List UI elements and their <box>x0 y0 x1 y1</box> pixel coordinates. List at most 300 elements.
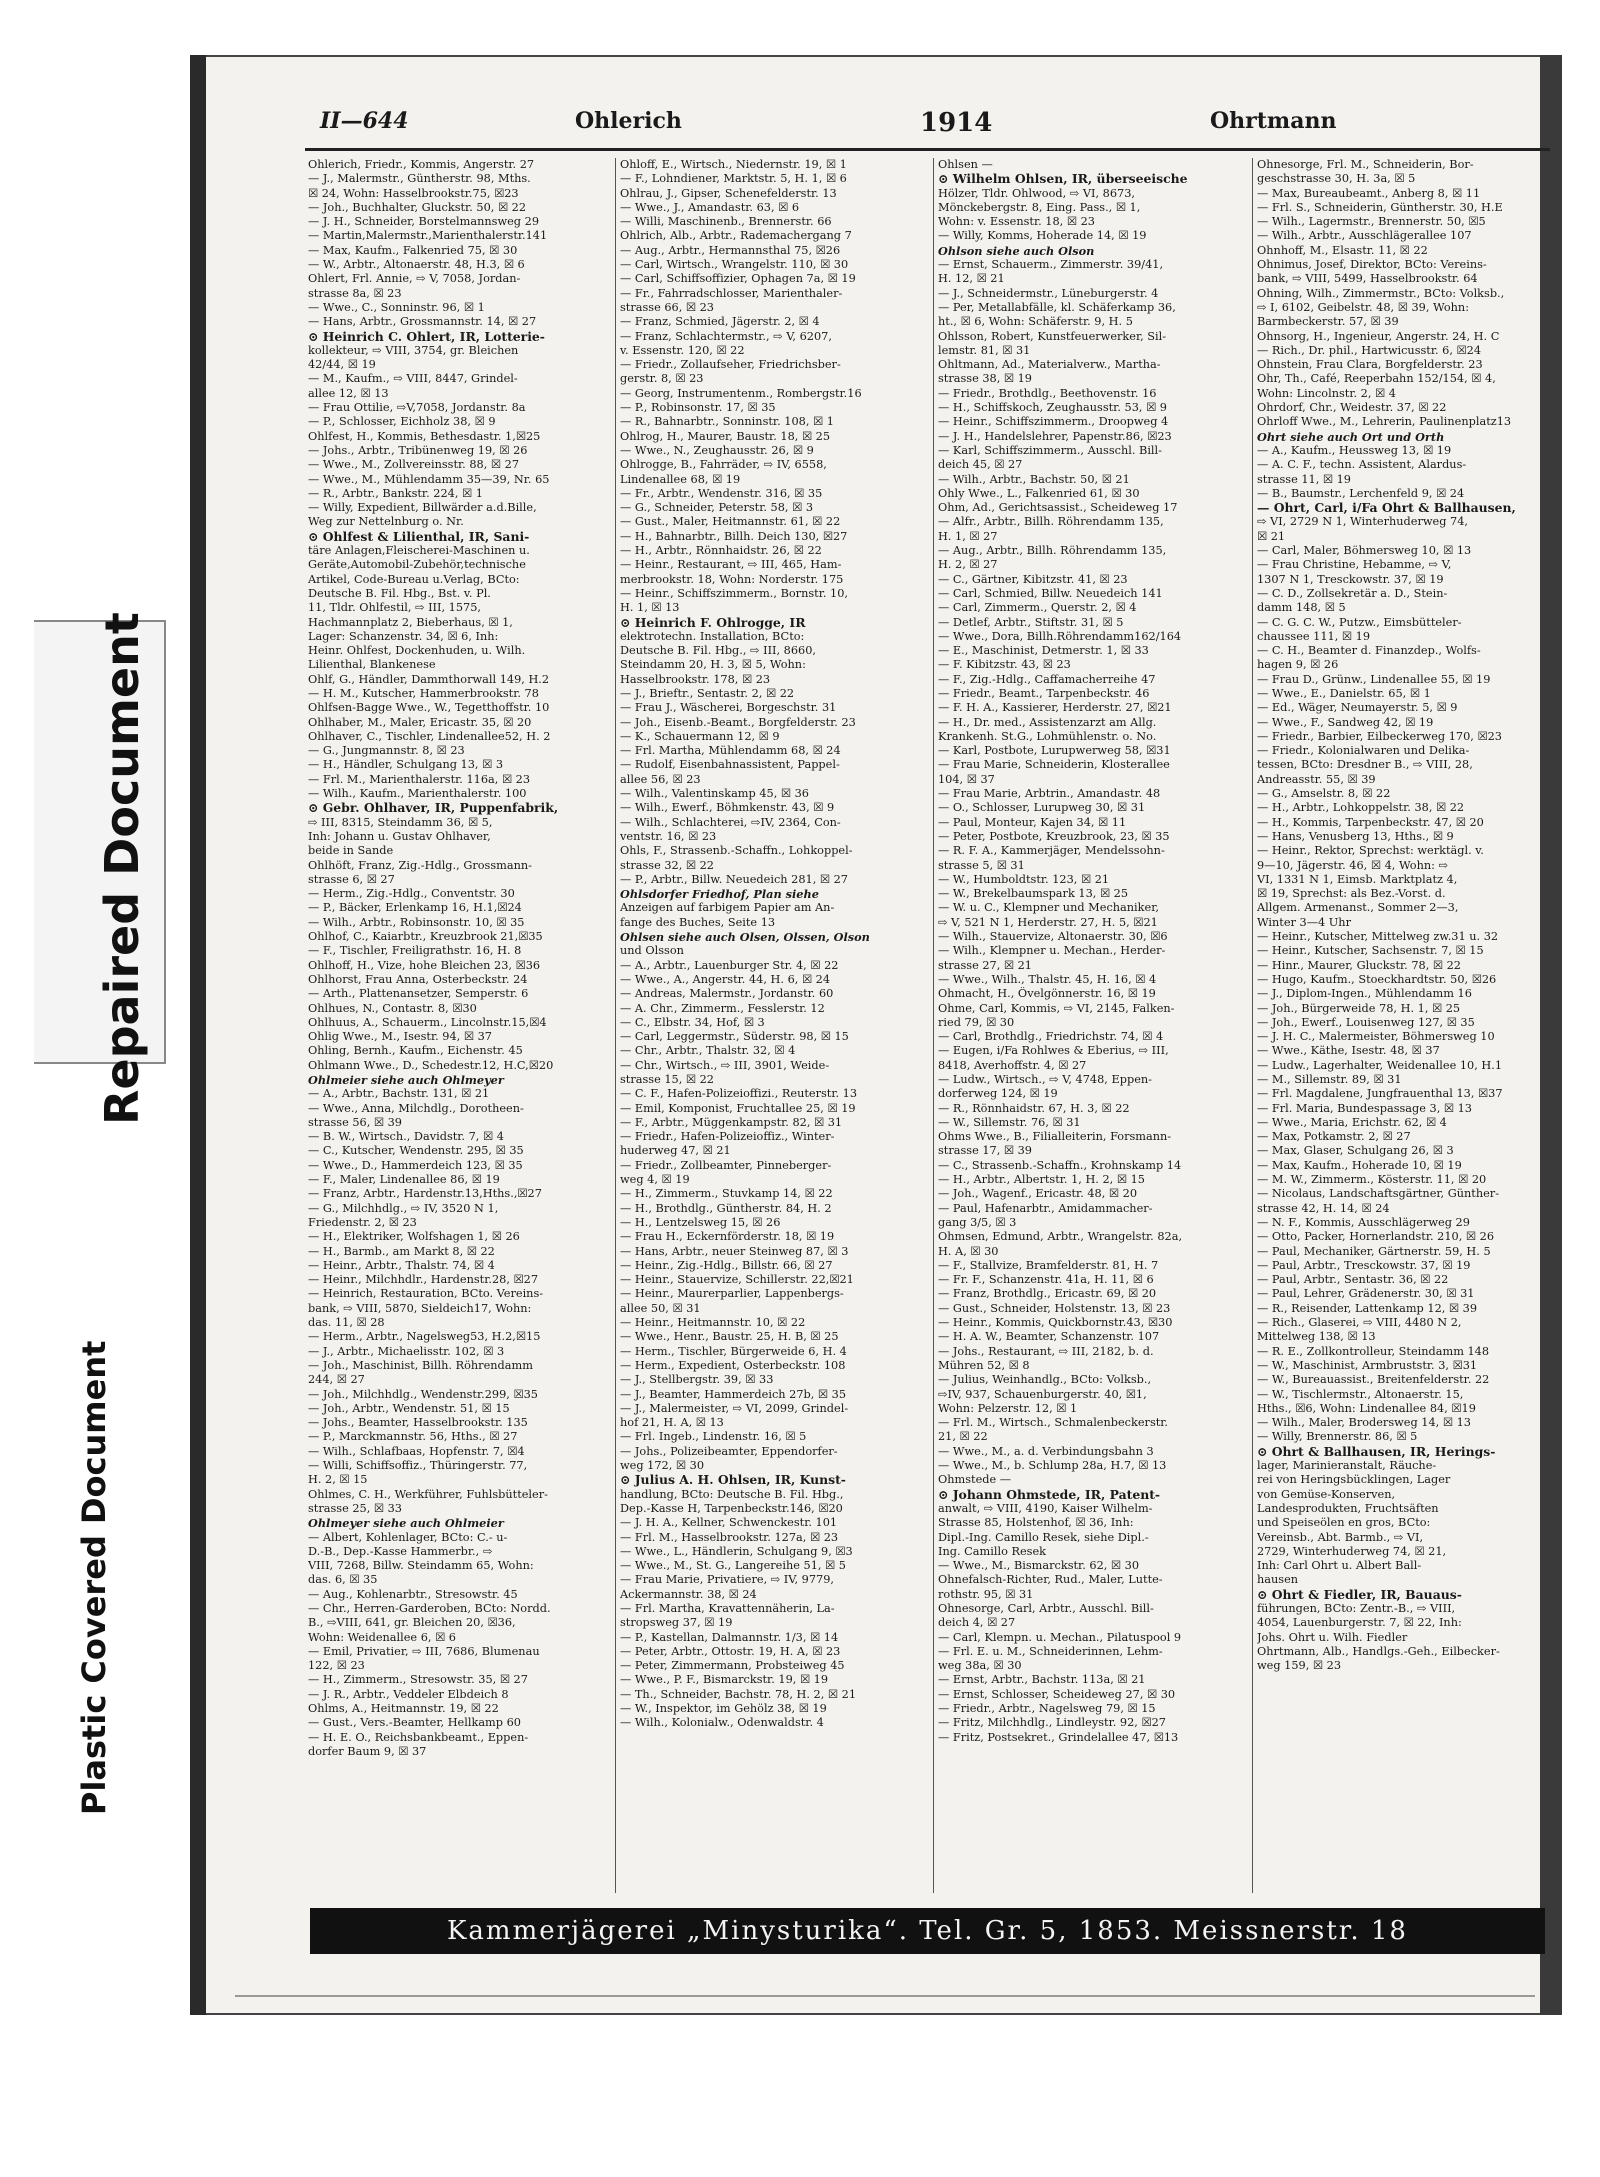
directory-entry: — C. D., Zollsekretär a. D., Stein- <box>1257 586 1448 600</box>
directory-entry: — Friedr., Hafen-Polizeioffiz., Winter- <box>620 1130 835 1144</box>
directory-entry: — Ludw., Wirtsch., ⇨ V, 4748, Eppen- <box>938 1073 1152 1086</box>
directory-entry: — Ohrt, Carl, i/Fa Ohrt & Ballhausen, <box>1257 501 1516 516</box>
directory-entry: ⊙ Ohrt & Fiedler, IR, Bauaus- <box>1257 1587 1462 1602</box>
directory-entry: — Wilh., Kolonialw., Odenwaldstr. 4 <box>620 1716 824 1730</box>
directory-entry: — H., Arbtr., Rönnhaidstr. 26, ☒ 22 <box>620 544 822 558</box>
directory-entry: — Franz, Arbtr., Hardenstr.13,Hths.,☒27 <box>308 1187 542 1201</box>
directory-entry: — Herm., Expedient, Osterbeckstr. 108 <box>620 1358 846 1372</box>
directory-entry: — P., Marckmannstr. 56, Hths., ☒ 27 <box>308 1430 518 1444</box>
directory-entry: — Frau Marie, Privatiere, ⇨ IV, 9779, <box>620 1573 834 1587</box>
directory-entry: H. 1, ☒ 27 <box>938 529 998 543</box>
directory-entry: — Heinr., Milchhdlr., Hardenstr.28, ☒27 <box>308 1273 539 1287</box>
directory-entry: — Wwe., Anna, Milchdlg., Dorotheen- <box>308 1101 524 1115</box>
directory-entry: — Chr., Arbtr., Thalstr. 32, ☒ 4 <box>620 1044 796 1058</box>
directory-entry: Ohls, F., Strassenb.-Schaffn., Lohkoppel- <box>620 844 853 858</box>
directory-entry: Deutsche B. Fil. Hbg., Bst. v. Pl. <box>308 586 491 600</box>
directory-entry: — Friedr., Barbier, Eilbeckerweg 170, ☒23 <box>1257 729 1502 743</box>
directory-entry: Ohlsson, Robert, Kunstfeuerwerker, Sil- <box>938 329 1167 343</box>
directory-entry: Ohmacht, H., Övelgönnerstr. 16, ☒ 19 <box>938 987 1156 1001</box>
directory-entry: — Wilh., Klempner u. Mechan., Herder- <box>938 944 1166 958</box>
directory-entry: — J., Brieftr., Sentastr. 2, ☒ 22 <box>620 686 795 700</box>
directory-entry: — Friedr., Brothdlg., Beethovenstr. 16 <box>938 386 1157 400</box>
directory-entry: — Nicolaus, Landschaftsgärtner, Günther- <box>1257 1187 1500 1201</box>
directory-entry: strasse 11, ☒ 19 <box>1257 472 1351 486</box>
directory-entry: — Wwe., Henr., Baustr. 25, H. B, ☒ 25 <box>620 1330 839 1344</box>
directory-entry: — Carl, Klempn. u. Mechan., Pilatuspool 9 <box>938 1630 1182 1644</box>
directory-entry: strasse 6, ☒ 27 <box>308 872 395 886</box>
directory-entry: ⊙ Heinrich F. Ohlrogge, IR <box>620 615 806 630</box>
directory-entry: — G., Schneider, Peterstr. 58, ☒ 3 <box>620 501 814 515</box>
directory-entry: — W., Humboldtstr. 123, ☒ 21 <box>938 872 1110 886</box>
directory-entry: — Carl, Zimmerm., Querstr. 2, ☒ 4 <box>938 601 1137 615</box>
directory-entry: Ohlms, A., Heitmannstr. 19, ☒ 22 <box>308 1702 499 1716</box>
column-divider <box>1252 158 1253 1893</box>
directory-entry: strasse 27, ☒ 21 <box>938 958 1032 972</box>
directory-entry: — F., Stallvize, Bramfelderstr. 81, H. 7 <box>938 1258 1159 1272</box>
directory-entry: — Max, Kaufm., Falkenried 75, ☒ 30 <box>308 243 518 257</box>
directory-entry: — W., Bureauassist., Breitenfelderstr. 22 <box>1257 1373 1490 1387</box>
directory-entry: — Paul, Mechaniker, Gärtnerstr. 59, H. 5 <box>1257 1244 1491 1258</box>
directory-entry: — Wilh., Schlachterei, ⇨IV, 2364, Con- <box>620 815 841 829</box>
directory-entry: — Karl, Schiffszimmerm., Ausschl. Bill- <box>938 443 1162 457</box>
directory-entry: Inh: Carl Ohrt u. Albert Ball- <box>1257 1559 1422 1573</box>
directory-entry: v. Essenstr. 120, ☒ 22 <box>620 343 745 357</box>
directory-entry: — J. R., Arbtr., Veddeler Elbdeich 8 <box>308 1687 509 1701</box>
directory-entry: — Franz, Brothdlg., Ericastr. 69, ☒ 20 <box>938 1287 1157 1301</box>
directory-entry: Ohlmeyer siehe auch Ohlmeier <box>308 1516 504 1531</box>
directory-entry: Ohlrich, Alb., Arbtr., Rademachergang 7 <box>620 229 852 243</box>
directory-entry: strasse 66, ☒ 23 <box>620 300 714 314</box>
directory-entry: — Max, Kaufm., Hoherade 10, ☒ 19 <box>1257 1158 1462 1172</box>
directory-entry: deich 45, ☒ 27 <box>938 458 1023 472</box>
directory-entry: — Frl. M., Hasselbrookstr. 127a, ☒ 23 <box>620 1530 839 1544</box>
directory-entry: — J. H., Handelslehrer, Papenstr.86, ☒23 <box>938 429 1172 443</box>
directory-entry: — Carl, Leggermstr., Süderstr. 98, ☒ 15 <box>620 1030 849 1044</box>
directory-entry: — Aug., Arbtr., Billh. Röhrendamm 135, <box>938 544 1167 558</box>
directory-entry: — J., Diplom-Ingen., Mühlendamm 16 <box>1257 987 1472 1001</box>
directory-entry: elektrotechn. Installation, BCto: <box>620 629 805 643</box>
directory-entry: strasse 17, ☒ 39 <box>938 1144 1032 1158</box>
directory-entry: Artikel, Code-Bureau u.Verlag, BCto: <box>308 572 520 586</box>
directory-entry: ht., ☒ 6, Wohn: Schäferstr. 9, H. 5 <box>938 315 1133 329</box>
directory-entry: H. 1, ☒ 13 <box>620 601 680 615</box>
directory-entry: — Friedr., Beamt., Tarpenbeckstr. 46 <box>938 686 1150 700</box>
directory-entry: ⇨ V, 521 N 1, Herderstr. 27, H. 5, ☒21 <box>938 915 1158 929</box>
directory-entry: — Willi, Schiffsoffiz., Thüringerstr. 77, <box>308 1459 528 1473</box>
directory-entry: — R., Reisender, Lattenkamp 12, ☒ 39 <box>1257 1301 1478 1315</box>
directory-entry: — Johs., Polizeibeamter, Eppendorfer- <box>620 1444 838 1458</box>
directory-entry: 122, ☒ 23 <box>308 1659 365 1673</box>
directory-entry: — G., Amselstr. 8, ☒ 22 <box>1257 787 1391 801</box>
directory-entry: Ohloff, E., Wirtsch., Niedernstr. 19, ☒ 1 <box>620 158 847 171</box>
directory-entry: — J., Arbtr., Michaelisstr. 102, ☒ 3 <box>308 1344 505 1358</box>
directory-entry: Ohlmeier siehe auch Ohlmeyer <box>308 1073 504 1087</box>
directory-entry: Ohltmann, Ad., Materialverw., Martha- <box>938 358 1161 372</box>
directory-entry: Ohlerich, Friedr., Kommis, Angerstr. 27 <box>308 158 535 171</box>
directory-entry: — Joh., Milchhdlg., Wendenstr.299, ☒35 <box>308 1387 538 1401</box>
directory-entry: — Willi, Maschinenb., Brennerstr. 66 <box>620 215 832 229</box>
directory-entry: — Paul, Arbtr., Tresckowstr. 37, ☒ 19 <box>1257 1258 1471 1272</box>
directory-entry: — C. F., Hafen-Polizeioffizi., Reuterstr. 13 <box>620 1087 858 1101</box>
directory-entry: — J., Stellbergstr. 39, ☒ 33 <box>620 1373 774 1387</box>
directory-entry: — Chr., Wirtsch., ⇨ III, 3901, Weide- <box>620 1058 830 1072</box>
directory-entry: das. 6, ☒ 35 <box>308 1573 378 1587</box>
directory-entry: — Hinr., Maurer, Gluckstr. 78, ☒ 22 <box>1257 958 1461 972</box>
directory-entry: — Fr., Fahrradschlosser, Marienthaler- <box>620 286 843 300</box>
directory-entry: — Rudolf, Eisenbahnassistent, Pappel- <box>620 758 840 772</box>
directory-entry: Ohrloff Wwe., M., Lehrerin, Paulinenplatz13 <box>1257 415 1512 429</box>
directory-entry: 42/44, ☒ 19 <box>308 358 376 372</box>
directory-entry: — F. H. A., Kassierer, Herderstr. 27, ☒21 <box>938 701 1172 715</box>
directory-entry: das. 11, ☒ 28 <box>308 1316 385 1330</box>
directory-entry: Ohlhuus, A., Schauerm., Lincolnstr.15,☒4 <box>308 1015 547 1029</box>
directory-entry: — H., Zimmerm., Stuvkamp 14, ☒ 22 <box>620 1187 833 1201</box>
directory-entry: — A., Arbtr., Bachstr. 131, ☒ 21 <box>308 1087 490 1101</box>
directory-entry: merbrookstr. 18, Wohn: Norderstr. 175 <box>620 572 844 586</box>
directory-entry: — J. H., Schneider, Borstelmannsweg 29 <box>308 215 540 229</box>
directory-entry: — Franz, Schlachtermstr., ⇨ V, 6207, <box>620 329 832 343</box>
directory-entry: — A., Kaufm., Heussweg 13, ☒ 19 <box>1257 443 1452 457</box>
directory-entry: Mittelweg 138, ☒ 13 <box>1257 1330 1376 1344</box>
directory-entry: — Gust., Maler, Heitmannstr. 61, ☒ 22 <box>620 515 841 529</box>
directory-entry: — J. H. C., Malermeister, Böhmersweg 10 <box>1257 1030 1495 1044</box>
directory-entry: ⊙ Heinrich C. Ohlert, IR, Lotterie- <box>308 329 545 344</box>
directory-entry: — H., Lentzelsweg 15, ☒ 26 <box>620 1215 781 1229</box>
directory-entry: — Rich., Dr. phil., Hartwicusstr. 6, ☒24 <box>1257 343 1482 357</box>
directory-entry: — Ernst, Schlosser, Scheideweg 27, ☒ 30 <box>938 1687 1176 1701</box>
directory-entry: — H., Schiffskoch, Zeughausstr. 53, ☒ 9 <box>938 401 1167 415</box>
directory-entry: — H., Dr. med., Assistenzarzt am Allg. <box>938 715 1157 729</box>
directory-entry: Ohlf, G., Händler, Dammthorwall 149, H.2 <box>308 672 550 686</box>
directory-entry: Dep.-Kasse H, Tarpenbeckstr.146, ☒20 <box>620 1501 843 1515</box>
directory-entry: ☒ 21 <box>1257 529 1286 543</box>
directory-entry: strasse 15, ☒ 22 <box>620 1073 714 1086</box>
directory-entry: Ohrtmann, Alb., Handlgs.-Geh., Eilbecker- <box>1257 1644 1500 1658</box>
directory-entry: Weg zur Nettelnburg o. Nr. <box>308 515 464 529</box>
directory-entry: Ohlfsen-Bagge Wwe., W., Tegetthoffstr. 10 <box>308 701 550 715</box>
directory-entry: — H., Barmb., am Markt 8, ☒ 22 <box>308 1244 495 1258</box>
directory-entry: — Heinr., Kutscher, Mittelweg zw.31 u. 32 <box>1257 930 1499 944</box>
directory-entry: Ohlson siehe auch Olson <box>938 243 1095 258</box>
directory-entry: — Frl. E. u. M., Schneiderinnen, Lehm- <box>938 1644 1163 1658</box>
directory-entry: 9—10, Jägerstr. 46, ☒ 4, Wohn: ⇨ <box>1257 858 1449 872</box>
directory-entry: — Wwe., M., Zollvereinsstr. 88, ☒ 27 <box>308 458 520 472</box>
directory-entry: Ing. Camillo Resek <box>938 1544 1046 1558</box>
directory-entry: — Frau J., Wäscherei, Borgeschstr. 31 <box>620 701 837 715</box>
directory-entry: Ohlhaber, M., Maler, Ericastr. 35, ☒ 20 <box>308 715 532 729</box>
directory-entry: — W., Arbtr., Altonaerstr. 48, H.3, ☒ 6 <box>308 258 525 272</box>
directory-entry: weg 38a, ☒ 30 <box>938 1659 1022 1673</box>
directory-entry: — Gust., Schneider, Holstenstr. 13, ☒ 23 <box>938 1301 1171 1315</box>
directory-entry: VI, 1331 N 1, Eimsb. Marktplatz 4, <box>1257 872 1458 886</box>
directory-entry: — G., Jungmannstr. 8, ☒ 23 <box>308 744 465 758</box>
directory-entry: — Paul, Lehrer, Grädenerstr. 30, ☒ 31 <box>1257 1287 1475 1301</box>
directory-entry: — Joh., Eisenb.-Beamt., Borgfelderstr. 23 <box>620 715 856 729</box>
directory-entry: — Wwe., J., Amandastr. 63, ☒ 6 <box>620 200 800 214</box>
directory-entry: — P., Arbtr., Billw. Neuedeich 281, ☒ 27 <box>620 872 848 886</box>
directory-entry: strasse 32, ☒ 22 <box>620 858 714 872</box>
directory-entry: — R., Bahnarbtr., Sonninstr. 108, ☒ 1 <box>620 415 834 429</box>
directory-entry: 11, Tldr. Ohlfestil, ⇨ III, 1575, <box>308 601 482 615</box>
directory-entry: — Carl, Maler, Böhmersweg 10, ☒ 13 <box>1257 544 1472 558</box>
directory-entry: — Joh., Ewerf., Louisenweg 127, ☒ 35 <box>1257 1015 1475 1029</box>
directory-entry: — Ernst, Schauerm., Zimmerstr. 39/41, <box>938 258 1164 272</box>
directory-entry: — Hans, Arbtr., neuer Steinweg 87, ☒ 3 <box>620 1244 849 1258</box>
directory-entry: Ohme, Carl, Kommis, ⇨ VI, 2145, Falken- <box>938 1001 1175 1015</box>
directory-entry: Ohnsorg, H., Ingenieur, Angerstr. 24, H. C <box>1257 329 1500 343</box>
directory-entry: — F. Kibitzstr. 43, ☒ 23 <box>938 658 1071 672</box>
directory-entry: ventstr. 16, ☒ 23 <box>620 829 717 843</box>
directory-entry: — Franz, Schmied, Jägerstr. 2, ☒ 4 <box>620 315 820 329</box>
directory-entry: — Wwe., M., b. Schlump 28a, H.7, ☒ 13 <box>938 1459 1167 1473</box>
directory-entry: ⊙ Johann Ohmstede, IR, Patent- <box>938 1487 1161 1502</box>
directory-entry: Ohmsen, Edmund, Arbtr., Wrangelstr. 82a, <box>938 1230 1183 1244</box>
header-last-entry: Ohrtmann <box>1210 108 1337 134</box>
directory-entry: — F., Maler, Lindenallee 86, ☒ 19 <box>308 1173 500 1187</box>
plastic-covered-label: Plastic Covered Document <box>75 1340 113 1815</box>
directory-entry: — Willy, Komms, Hoherade 14, ☒ 19 <box>938 229 1147 243</box>
directory-entry: hausen <box>1257 1573 1299 1587</box>
directory-entry: — Max, Glaser, Schulgang 26, ☒ 3 <box>1257 1144 1454 1158</box>
directory-entry: Hasselbrookstr. 178, ☒ 23 <box>620 672 771 686</box>
directory-entry: Ohlrogge, B., Fahrräder, ⇨ IV, 6558, <box>620 458 827 472</box>
directory-entry: — Frau Marie, Arbtrin., Amandastr. 48 <box>938 787 1161 801</box>
directory-entry: — Johs., Beamter, Hasselbrookstr. 135 <box>308 1416 528 1430</box>
directory-entry: — F., Zig.-Hdlg., Caffamacherreihe 47 <box>938 672 1156 686</box>
directory-entry: Wohn: Lincolnstr. 2, ☒ 4 <box>1257 386 1396 400</box>
directory-entry: — Herm., Arbtr., Nagelsweg53, H.2,☒15 <box>308 1330 541 1344</box>
directory-entry: — R., Arbtr., Bankstr. 224, ☒ 1 <box>308 486 483 500</box>
directory-entry: — Peter, Postbote, Kreuzbrook, 23, ☒ 35 <box>938 829 1170 843</box>
directory-entry: — Arth., Plattenansetzer, Semperstr. 6 <box>308 987 529 1001</box>
directory-entry: dorfer Baum 9, ☒ 37 <box>308 1744 427 1758</box>
directory-entry: allee 50, ☒ 31 <box>620 1301 701 1315</box>
directory-entry: — Wilh., Lagermstr., Brennerstr. 50, ☒5 <box>1257 215 1486 229</box>
directory-entry: — H. M., Kutscher, Hammerbrookstr. 78 <box>308 686 539 700</box>
directory-entry: Ohly Wwe., L., Falkenried 61, ☒ 30 <box>938 486 1140 500</box>
directory-entry: ⊙ Wilhelm Ohlsen, IR, überseeische <box>938 172 1188 187</box>
directory-entry: kollekteur, ⇨ VIII, 3754, gr. Bleichen <box>308 343 519 357</box>
directory-entry: — Joh., Buchhalter, Gluckstr. 50, ☒ 22 <box>308 200 527 214</box>
directory-entry: — G., Milchhdlg., ⇨ IV, 3520 N 1, <box>308 1201 499 1215</box>
directory-entry: Friedenstr. 2, ☒ 23 <box>308 1215 417 1229</box>
directory-entry: führungen, BCto: Zentr.-B., ⇨ VIII, <box>1257 1601 1456 1615</box>
directory-entry: Mönckebergstr. 8, Eing. Pass., ☒ 1, <box>938 200 1141 214</box>
directory-entry: — P., Kastellan, Dalmannstr. 1/3, ☒ 14 <box>620 1630 839 1644</box>
directory-entry: Johs. Ohrt u. Wilh. Fiedler <box>1257 1630 1408 1644</box>
directory-entry: — C. H., Beamter d. Finanzdep., Wolfs- <box>1257 644 1481 658</box>
directory-entry: — Frl. Maria, Bundespassage 3, ☒ 13 <box>1257 1101 1472 1115</box>
directory-entry: ried 79, ☒ 30 <box>938 1015 1015 1029</box>
directory-entry: Deutsche B. Fil. Hbg., ⇨ III, 8660, <box>620 644 817 658</box>
directory-entry: — W., Sillemstr. 76, ☒ 31 <box>938 1115 1081 1129</box>
directory-entry: Hölzer, Tldr. Ohlwood, ⇨ VI, 8673, <box>938 186 1135 200</box>
directory-entry: allee 56, ☒ 23 <box>620 772 701 786</box>
directory-entry: — Wwe., P. F., Bismarckstr. 19, ☒ 19 <box>620 1673 829 1687</box>
directory-entry: strasse 38, ☒ 19 <box>938 372 1032 386</box>
directory-entry: Ohling, Bernh., Kaufm., Eichenstr. 45 <box>308 1044 523 1058</box>
directory-entry: — H., Arbtr., Lohkoppelstr. 38, ☒ 22 <box>1257 801 1465 815</box>
directory-entry: — A., Arbtr., Lauenburger Str. 4, ☒ 22 <box>620 958 839 972</box>
directory-entry: — Wwe., Maria, Erichstr. 62, ☒ 4 <box>1257 1115 1447 1129</box>
directory-entry: — W. u. C., Klempner und Mechaniker, <box>938 901 1159 915</box>
directory-entry: Ohlhöft, Franz, Zig.-Hdlg., Grossmann- <box>308 858 532 872</box>
directory-entry: 1307 N 1, Tresckowstr. 37, ☒ 19 <box>1257 572 1444 586</box>
directory-entry: — O., Schlosser, Lurupweg 30, ☒ 31 <box>938 801 1146 815</box>
directory-entry: — Willy, Brennerstr. 86, ☒ 5 <box>1257 1430 1418 1444</box>
directory-entry: — Wwe., Wilh., Thalstr. 45, H. 16, ☒ 4 <box>938 972 1157 986</box>
directory-entry: — Frl. Martha, Kravattennäherin, La- <box>620 1601 835 1615</box>
directory-entry: weg 4, ☒ 19 <box>620 1173 690 1187</box>
directory-entry: Heinr. Ohlfest, Dockenhuden, u. Wilh. <box>308 644 526 658</box>
directory-entry: — Heinr., Rektor, Sprechst: werktägl. v. <box>1257 844 1484 858</box>
header-first-entry: Ohlerich <box>575 108 682 134</box>
directory-entry: — Paul, Arbtr., Sentastr. 36, ☒ 22 <box>1257 1273 1449 1287</box>
directory-entry: — Wilh., Ewerf., Böhmkenstr. 43, ☒ 9 <box>620 801 835 815</box>
directory-entry: — Heinr., Stauervize, Schillerstr. 22,☒21 <box>620 1273 854 1287</box>
directory-entry: von Gemüse-Konserven, <box>1257 1487 1396 1501</box>
directory-entry: Ohlhorst, Frau Anna, Osterbeckstr. 24 <box>308 972 528 986</box>
directory-entry: — F., Arbtr., Müggenkampstr. 82, ☒ 31 <box>620 1115 843 1129</box>
directory-entry: — Ed., Wäger, Neumayerstr. 5, ☒ 9 <box>1257 701 1458 715</box>
directory-entry: dorferweg 124, ☒ 19 <box>938 1087 1058 1101</box>
column-divider <box>615 158 616 1893</box>
directory-entry: — Frl. Martha, Mühlendamm 68, ☒ 24 <box>620 744 841 758</box>
directory-entry: Hths., ☒6, Wohn: Lindenallee 84, ☒19 <box>1257 1401 1476 1415</box>
directory-entry: bank, ⇨ VIII, 5499, Hasselbrookstr. 64 <box>1257 272 1478 286</box>
directory-entry: ⊙ Julius A. H. Ohlsen, IR, Kunst- <box>620 1473 846 1488</box>
header-rule <box>305 148 1550 151</box>
directory-entry: und Speiseölen en gros, BCto: <box>1257 1516 1431 1530</box>
directory-entry: D.-B., Dep.-Kasse Hammerbr., ⇨ <box>308 1544 493 1558</box>
directory-entry: fange des Buches, Seite 13 <box>620 915 776 929</box>
directory-entry: — Fr. F., Schanzenstr. 41a, H. 11, ☒ 6 <box>938 1273 1154 1287</box>
directory-entry: Ohlhof, C., Kaiarbtr., Kreuzbrook 21,☒35 <box>308 930 543 944</box>
directory-entry: weg 159, ☒ 23 <box>1257 1659 1342 1673</box>
directory-entry: Ohrt siehe auch Ort und Orth <box>1257 429 1445 444</box>
directory-entry: Ohlrau, J., Gipser, Schenefelderstr. 13 <box>620 186 837 200</box>
directory-entry: — Detlef, Arbtr., Stiftstr. 31, ☒ 5 <box>938 615 1124 629</box>
directory-entry: — H., Bahnarbtr., Billh. Deich 130, ☒27 <box>620 529 848 543</box>
directory-entry: — Chr., Herren-Garderoben, BCto: Nordd. <box>308 1601 551 1615</box>
directory-entry: Wohn: v. Essenstr. 18, ☒ 23 <box>938 215 1095 229</box>
directory-entry: Andreasstr. 55, ☒ 39 <box>1257 772 1376 786</box>
directory-entry: Geräte,Automobil-Zubehör,technische <box>308 558 526 572</box>
directory-entry: anwalt, ⇨ VIII, 4190, Kaiser Wilhelm- <box>938 1501 1153 1515</box>
directory-entry: gerstr. 8, ☒ 23 <box>620 372 704 386</box>
directory-entry: — P., Robinsonstr. 17, ☒ 35 <box>620 401 776 415</box>
directory-entry: — Hans, Arbtr., Grossmannstr. 14, ☒ 27 <box>308 315 537 329</box>
directory-entry: — Wwe., M., Mühlendamm 35—39, Nr. 65 <box>308 472 550 486</box>
directory-entry: Lager: Schanzenstr. 34, ☒ 6, Inh: <box>308 629 499 643</box>
directory-entry: — Gust., Vers.-Beamter, Hellkamp 60 <box>308 1716 521 1730</box>
directory-entry: Ohlmann Wwe., D., Schedestr.12, H.C,☒20 <box>308 1058 554 1072</box>
directory-column-3 <box>938 158 1238 1893</box>
directory-entry: — M., Kaufm., ⇨ VIII, 8447, Grindel- <box>308 372 518 386</box>
directory-entry: — Joh., Maschinist, Billh. Röhrendamm <box>308 1358 533 1372</box>
directory-entry: — Andreas, Malermstr., Jordanstr. 60 <box>620 987 834 1001</box>
directory-entry: — M., Sillemstr. 89, ☒ 31 <box>1257 1073 1402 1086</box>
directory-entry: hagen 9, ☒ 26 <box>1257 658 1339 672</box>
directory-entry: — H., Brothdlg., Güntherstr. 84, H. 2 <box>620 1201 832 1215</box>
directory-entry: — Heinr., Kutscher, Sachsenstr. 7, ☒ 15 <box>1257 944 1484 958</box>
directory-entry: strasse 42, H. 14, ☒ 24 <box>1257 1201 1390 1215</box>
advertisement-banner: Kammerjägerei „Minysturika“. Tel. Gr. 5, 1853. Meissnerstr. 18 <box>310 1908 1545 1954</box>
directory-entry: 8418, Averhoffstr. 4, ☒ 27 <box>938 1058 1087 1072</box>
directory-entry: ☒ 19, Sprechst: als Bez.-Vorst. d. <box>1257 887 1446 901</box>
directory-entry: — Fr., Arbtr., Wendenstr. 316, ☒ 35 <box>620 486 823 500</box>
directory-entry: Ohms Wwe., B., Filialleiterin, Forsmann- <box>938 1130 1172 1144</box>
directory-entry: — R., Rönnhaidstr. 67, H. 3, ☒ 22 <box>938 1101 1130 1115</box>
directory-entry: — Carl, Schmied, Billw. Neuedeich 141 <box>938 586 1163 600</box>
directory-entry: beide in Sande <box>308 844 394 858</box>
directory-entry: — W., Inspektor, im Gehölz 38, ☒ 19 <box>620 1702 827 1716</box>
directory-entry: Landesprodukten, Fruchtsäften <box>1257 1501 1439 1515</box>
directory-entry: Krankenh. St.G., Lohmühlenstr. o. No. <box>938 729 1157 743</box>
directory-column-2 <box>620 158 920 1893</box>
directory-entry: — Wilh., Arbtr., Robinsonstr. 10, ☒ 35 <box>308 915 525 929</box>
directory-entry: — J., Malermeister, ⇨ VI, 2099, Grindel- <box>620 1401 849 1415</box>
directory-entry: — Wilh., Arbtr., Ausschlägerallee 107 <box>1257 229 1472 243</box>
directory-entry: Ohlmes, C. H., Werkführer, Fuhlsbütteler- <box>308 1487 548 1501</box>
directory-entry: Wohn: Pelzerstr. 12, ☒ 1 <box>938 1401 1078 1415</box>
directory-entry: 21, ☒ 22 <box>938 1430 988 1444</box>
directory-entry: gang 3/5, ☒ 3 <box>938 1215 1017 1229</box>
directory-entry: Vereinsb., Abt. Barmb., ⇨ VI, <box>1257 1530 1424 1544</box>
directory-entry: strasse 8a, ☒ 23 <box>308 286 402 300</box>
directory-entry: — Joh., Arbtr., Wendenstr. 51, ☒ 15 <box>308 1401 510 1415</box>
directory-entry: — Friedr., Kolonialwaren und Delika- <box>1257 744 1470 758</box>
directory-entry: — Wwe., E., Danielstr. 65, ☒ 1 <box>1257 686 1431 700</box>
directory-entry: — N. F., Kommis, Ausschlägerweg 29 <box>1257 1215 1470 1229</box>
directory-entry: — Frl. S., Schneiderin, Güntherstr. 30, H.E <box>1257 200 1503 214</box>
column-divider <box>933 158 934 1893</box>
directory-entry: Ohlrog, H., Maurer, Baustr. 18, ☒ 25 <box>620 429 831 443</box>
directory-entry: — Wilh., Valentinskamp 45, ☒ 36 <box>620 787 809 801</box>
directory-entry: lager, Marinieranstalt, Räuche- <box>1257 1459 1437 1473</box>
directory-entry: Ohlsdorfer Friedhof, Plan siehe <box>620 887 819 902</box>
directory-entry: — H., Elektriker, Wolfshagen 1, ☒ 26 <box>308 1230 520 1244</box>
directory-entry: B., ⇨VIII, 641, gr. Bleichen 20, ☒36, <box>308 1616 516 1630</box>
directory-entry: — Wwe., N., Zeughausstr. 26, ☒ 9 <box>620 443 814 457</box>
page-header <box>320 108 1550 142</box>
directory-entry: — Frl. M., Wirtsch., Schmalenbeckerstr. <box>938 1416 1169 1430</box>
directory-entry: — H., Zimmerm., Stresowstr. 35, ☒ 27 <box>308 1673 528 1687</box>
directory-entry: und Olsson <box>620 944 684 958</box>
directory-entry: — Wwe., Käthe, Isestr. 48, ☒ 37 <box>1257 1044 1440 1058</box>
directory-entry: deich 4, ☒ 27 <box>938 1616 1016 1630</box>
directory-entry: Ohnesorge, Frl. M., Schneiderin, Bor- <box>1257 158 1474 171</box>
directory-entry: — Carl, Brothdlg., Friedrichstr. 74, ☒ 4 <box>938 1030 1164 1044</box>
directory-entry: — J., Schneidermstr., Lüneburgerstr. 4 <box>938 286 1159 300</box>
directory-entry: — P., Schlosser, Eichholz 38, ☒ 9 <box>308 415 496 429</box>
directory-entry: strasse 25, ☒ 33 <box>308 1501 402 1515</box>
directory-entry: — P., Bäcker, Erlenkamp 16, H.1,☒24 <box>308 901 522 915</box>
directory-entry: 4054, Lauenburgerstr. 7, ☒ 22, Inh: <box>1257 1616 1462 1630</box>
directory-entry: Inh: Johann u. Gustav Ohlhaver, <box>308 829 491 843</box>
directory-entry: ⇨IV, 937, Schauenburgerstr. 40, ☒1, <box>938 1387 1147 1401</box>
directory-entry: Winter 3—4 Uhr <box>1257 915 1351 929</box>
directory-entry: H. 2, ☒ 15 <box>308 1473 368 1487</box>
directory-entry: — H. E. O., Reichsbankbeamt., Eppen- <box>308 1730 529 1744</box>
directory-entry: — Wilh., Arbtr., Bachstr. 50, ☒ 21 <box>938 472 1130 486</box>
directory-entry: Anzeigen auf farbigem Papier am An- <box>620 901 835 915</box>
directory-entry: — Otto, Packer, Hornerlandstr. 210, ☒ 26 <box>1257 1230 1495 1244</box>
directory-entry: Ohmstede — <box>938 1473 1012 1487</box>
directory-entry: stropsweg 37, ☒ 19 <box>620 1616 733 1630</box>
directory-entry: H. A, ☒ 30 <box>938 1244 999 1258</box>
directory-entry: — Emil, Privatier, ⇨ III, 7686, Blumenau <box>308 1644 540 1658</box>
